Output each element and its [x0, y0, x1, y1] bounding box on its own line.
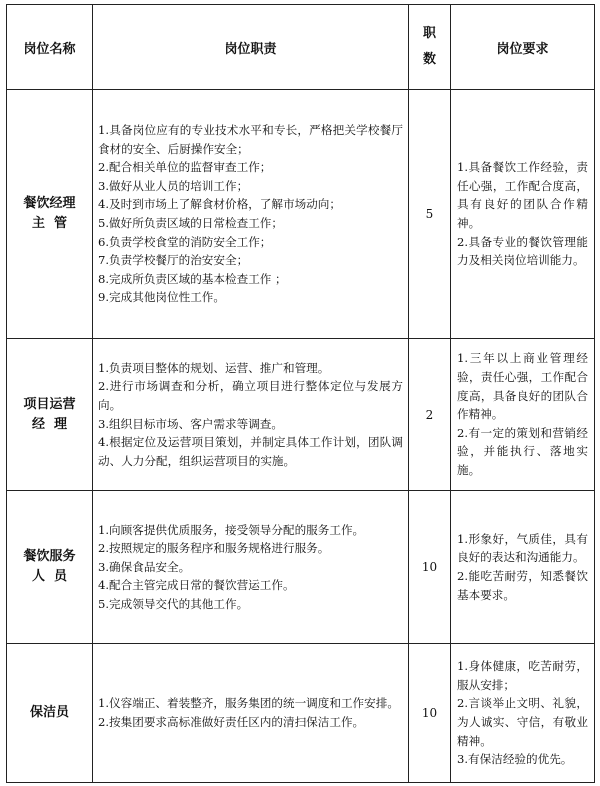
duty-item: 2.按照规定的服务程序和服务规格进行服务。	[98, 541, 330, 556]
duty-item: 3.组织目标市场、客户需求等调查。	[98, 416, 283, 431]
duty-item: 1.仪容端正、着装整齐，服务集团的统一调度和工作安排。	[98, 696, 399, 711]
duty-item: 3.确保食品安全。	[98, 559, 191, 574]
table-row	[7, 90, 595, 339]
position-name-cell	[7, 339, 93, 491]
position-name-line: 餐饮经理	[23, 196, 76, 211]
table-row	[7, 339, 595, 491]
duty-item: 4.及时到市场上了解食材价格，了解市场动向；	[98, 197, 341, 212]
requirement-item: 3.有保洁经验的优先。	[457, 752, 573, 767]
requirement-item: 2.能吃苦耐劳，知悉餐饮基本要求。	[457, 569, 588, 602]
count-cell: 10	[409, 644, 451, 783]
requirement-item: 2.言谈举止文明、礼貌，为人诚实、守信，有敬业精神。	[457, 696, 588, 748]
position-name-cell	[7, 644, 93, 783]
table-row	[7, 644, 595, 783]
position-name-line: 保洁员	[29, 705, 69, 720]
duty-item: 8.完成所负责区域的基本检查工作 ；	[98, 271, 287, 286]
duties-cell	[93, 644, 409, 783]
position-name-line: 经 理	[31, 416, 68, 432]
position-name-line: 项目运营	[23, 396, 76, 412]
requirement-item: 2.有一定的策划和营销经验，并能执行、落地实施。	[457, 425, 588, 477]
duty-item: 9.完成其他岗位性工作。	[98, 290, 225, 305]
requirements-cell	[451, 90, 595, 339]
position-name-line: 餐饮服务	[23, 549, 76, 564]
header-count-label: 职数	[423, 26, 437, 67]
count-cell: 5	[409, 90, 451, 339]
duty-item: 5.完成领导交代的其他工作。	[98, 596, 249, 611]
requirements-cell	[451, 644, 595, 783]
duty-item: 7.负责学校餐厅的治安安全；	[98, 253, 249, 268]
duty-item: 3.做好从业人员的培训工作；	[98, 178, 249, 193]
header-position-name: 岗位名称	[7, 5, 93, 90]
requirement-item: 1.具备餐饮工作经验，责任心强，工作配合度高，具有良好的团队合作精神。	[457, 160, 588, 230]
table-header-row	[7, 5, 595, 90]
requirement-item: 1.三年以上商业管理经验，责任心强，工作配合度高，具备良好的团队合作精神。	[457, 351, 588, 422]
table-row	[7, 491, 595, 644]
duty-item: 2.配合相关单位的监督审查工作；	[98, 160, 272, 175]
duty-item: 1.负责项目整体的规划、运营、推广和管理。	[98, 360, 330, 375]
count-cell: 2	[409, 339, 451, 491]
position-name-line: 主 管	[31, 216, 68, 231]
job-positions-table	[6, 4, 595, 783]
position-name-line: 人 员	[31, 569, 68, 584]
count-cell: 10	[409, 491, 451, 644]
duty-item: 4.配合主管完成日常的餐饮营运工作。	[98, 578, 295, 593]
requirements-cell	[451, 491, 595, 644]
header-requirements: 岗位要求	[451, 5, 595, 90]
position-name-cell	[7, 90, 93, 339]
duty-item: 6.负责学校食堂的消防安全工作；	[98, 234, 272, 249]
requirement-item: 1.身体健康，吃苦耐劳，服从安排；	[457, 659, 588, 692]
duty-item: 1.具备岗位应有的专业技术水平和专长，严格把关学校餐厅食材的安全、后厨操作安全；	[98, 123, 403, 156]
header-count	[409, 5, 451, 90]
requirements-cell	[451, 339, 595, 491]
duties-cell	[93, 339, 409, 491]
duties-cell	[93, 90, 409, 339]
duty-item: 4.根据定位及运营项目策划，并制定具体工作计划，团队调动、人力分配，组织运营项目的实施。	[98, 435, 403, 468]
position-name-cell	[7, 491, 93, 644]
duty-item: 1.向顾客提供优质服务，接受领导分配的服务工作。	[98, 522, 365, 537]
duties-cell	[93, 491, 409, 644]
duty-item: 2.进行市场调查和分析，确立项目进行整体定位与发展方向。	[98, 379, 403, 412]
requirement-item: 1.形象好，气质佳，具有良好的表达和沟通能力。	[457, 531, 588, 565]
duty-item: 5.做好所负责区域的日常检查工作；	[98, 216, 283, 230]
requirement-item: 2.具备专业的餐饮管理能力及相关岗位培训能力。	[457, 234, 588, 268]
header-duties: 岗位职责	[93, 5, 409, 90]
duty-item: 2.按集团要求高标准做好责任区内的清扫保洁工作。	[98, 715, 365, 729]
